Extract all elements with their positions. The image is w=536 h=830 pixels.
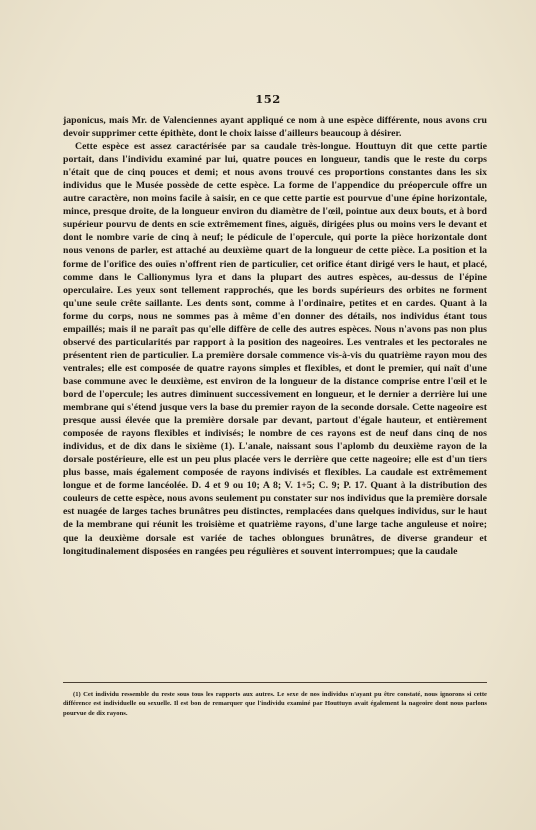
page-number: 152: [255, 92, 281, 106]
footnote: (1) Cet individu ressemble du reste sous tous les rapports aux autres. Le sexe de nos individus n'ayant pu être constaté, nous ignorons si cette différence est individuelle ou sexuelle. Il est bon de remarquer que l'individu examiné par Houttuyn avait également la nageoire dont nous parlons pourvue de dix rayons.: [63, 691, 487, 717]
paragraph-intro: japonicus, mais Mr. de Valenciennes ayant appliqué ce nom à une espèce différente, nous avons cru devoir supprimer cette épithète, dont le choix laisse d'ailleurs beaucoup à désirer.: [63, 115, 487, 140]
paragraph-description: Cette espèce est assez caractérisée par sa caudale très-longue. Houttuyn dit que cette partie portait, dans l'individu examiné par lui, quatre pouces en longueur, tandis que le reste du corps n'était que de cinq pouces et demi; et nous avons trouvé ces proportions constantes dans les six individus que le Musée possède de cette espèce. La forme de l'appendice du préopercule offre un autre caractère, non moins facile à saisir, en ce que cette partie est pourvue d'une épine horizontale, mince, presque droite, de la longueur environ du diamètre de l'œil, pointue aux deux bouts, et à bord supérieur pourvu de dents en scie extrêmement fines, aiguës, dirigées plus ou moins vers le devant et dont le nombre varie de cinq à neuf; le pédicule de l'opercule, qui porte la pièce horizontale dont nous venons de parler, est attaché au deuxième quart de la longueur de cette pièce. La position et la forme de l'orifice des ouïes n'offrent rien de particulier, cet orifice étant dirigé vers le haut, et placé, comme dans le Callionymus lyra et dans la plupart des autres espèces, au-dessus de l'épine operculaire. Les yeux sont tellement rapprochés, que les bords supérieurs des orbites ne forment qu'une seule crête saillante. Les dents sont, comme à l'ordinaire, petites et en cardes. Quant à la forme du corps, nous ne sommes pas à même d'en donner des détails, nos individus étant tous empaillés; mais il ne paraît pas qu'elle diffère de celle des autres espèces. Nous n'avons pas non plus observé des particularités par rapport à la position des nageoires. Les ventrales et les pectorales ne présentent rien de particulier. La première dorsale commence vis-à-vis du quatrième rayon mou des ventrales; elle est composée de quatre rayons simples et flexibles, et dont le premier, qui naît d'une base commune avec le deuxième, est environ de la longueur de la distance comprise entre l'œil et le bord de l'opercule; les autres diminuent successivement en longueur, et le dernier a derrière lui une membrane qui s'étend jusque vers la base du premier rayon de la seconde dorsale. Cette nageoire est presque aussi élevée que la première dorsale par devant, partout d'égale hauteur, et entièrement composée de rayons flexibles et indivisés; le nombre de ces rayons est de neuf dans cinq de nos individus, et de dix dans le sixième (1). L'anale, naissant sous l'aplomb du deuxième rayon de la dorsale postérieure, elle est un peu plus placée vers le derrière que cette nageoire; elle est d'un tiers plus basse, mais également composée de rayons indivisés et flexibles. La caudale est extrêmement longue et de forme lancéolée. D. 4 et 9 ou 10; A 8; V. 1+5; C. 9; P. 17. Quant à la distribution des couleurs de cette espèce, nous avons seulement pu constater sur nos individus que la première dorsale est nuagée de larges taches brunâtres peu distinctes, remplacées dans quelques individus, sur le haut de la membrane qui réunit les troisième et quatrième rayons, d'une large tache anguleuse et noire; que la deuxième dorsale est variée de taches oblongues brunâtres, de diverse grandeur et longitudinalement disposées en rangées peu régulières et souvent interrompues; que la caudale: [63, 141, 487, 557]
footnote-divider: [63, 682, 487, 683]
body-text: [63, 114, 487, 558]
